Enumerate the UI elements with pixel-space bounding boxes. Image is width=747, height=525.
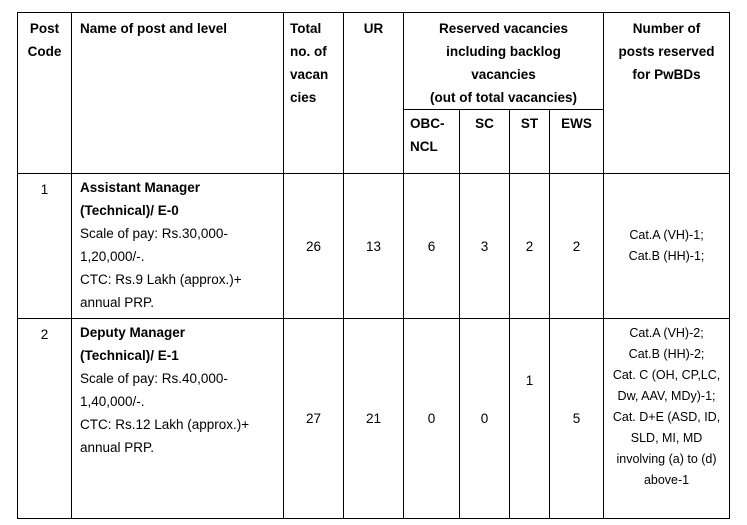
row-total: 27 (284, 319, 344, 519)
row-sc: 3 (460, 174, 510, 319)
row-post-name: Assistant Manager (Technical)/ E-0 Scale of pay: Rs.30,000- 1,20,000/-. CTC: Rs.9 Lakh (approx.)+ annual PRP. (72, 174, 284, 319)
row-ur: 21 (344, 319, 404, 519)
row-st: 1 (510, 319, 550, 519)
header-ur: UR (344, 13, 404, 174)
header-row (18, 13, 730, 110)
row-ur: 13 (344, 174, 404, 319)
row-post-code: 2 (18, 319, 72, 519)
row-pwbd: Cat.A (VH)-2; Cat.B (HH)-2; Cat. C (OH, CP,LC, Dw, AAV, MDy)-1; Cat. D+E (ASD, ID, SLD, MI, MD involving (a) to (d) above-1 (604, 319, 730, 519)
table-row (18, 319, 730, 519)
row-obc: 0 (404, 319, 460, 519)
header-obc-ncl: OBC- NCL (404, 110, 460, 174)
row-ews: 5 (550, 319, 604, 519)
header-reserved-vacancies: Reserved vacancies including backlog vacancies (out of total vacancies) (404, 13, 604, 110)
header-name-of-post: Name of post and level (72, 13, 284, 174)
row-pwbd: Cat.A (VH)-1; Cat.B (HH)-1; (604, 174, 730, 319)
header-sc: SC (460, 110, 510, 174)
header-total-vacancies: Total no. of vacan cies (284, 13, 344, 174)
vacancy-table (17, 12, 730, 519)
header-ews: EWS (550, 110, 604, 174)
header-st: ST (510, 110, 550, 174)
row-total: 26 (284, 174, 344, 319)
header-post-code: Post Code (18, 13, 72, 174)
row-sc: 0 (460, 319, 510, 519)
row-post-code: 1 (18, 174, 72, 319)
header-pwbd-posts: Number of posts reserved for PwBDs (604, 13, 730, 174)
row-ews: 2 (550, 174, 604, 319)
row-post-name: Deputy Manager (Technical)/ E-1 Scale of pay: Rs.40,000- 1,40,000/-. CTC: Rs.12 Lakh (approx.)+ annual PRP. (72, 319, 284, 519)
row-obc: 6 (404, 174, 460, 319)
row-st: 2 (510, 174, 550, 319)
table-row (18, 174, 730, 319)
